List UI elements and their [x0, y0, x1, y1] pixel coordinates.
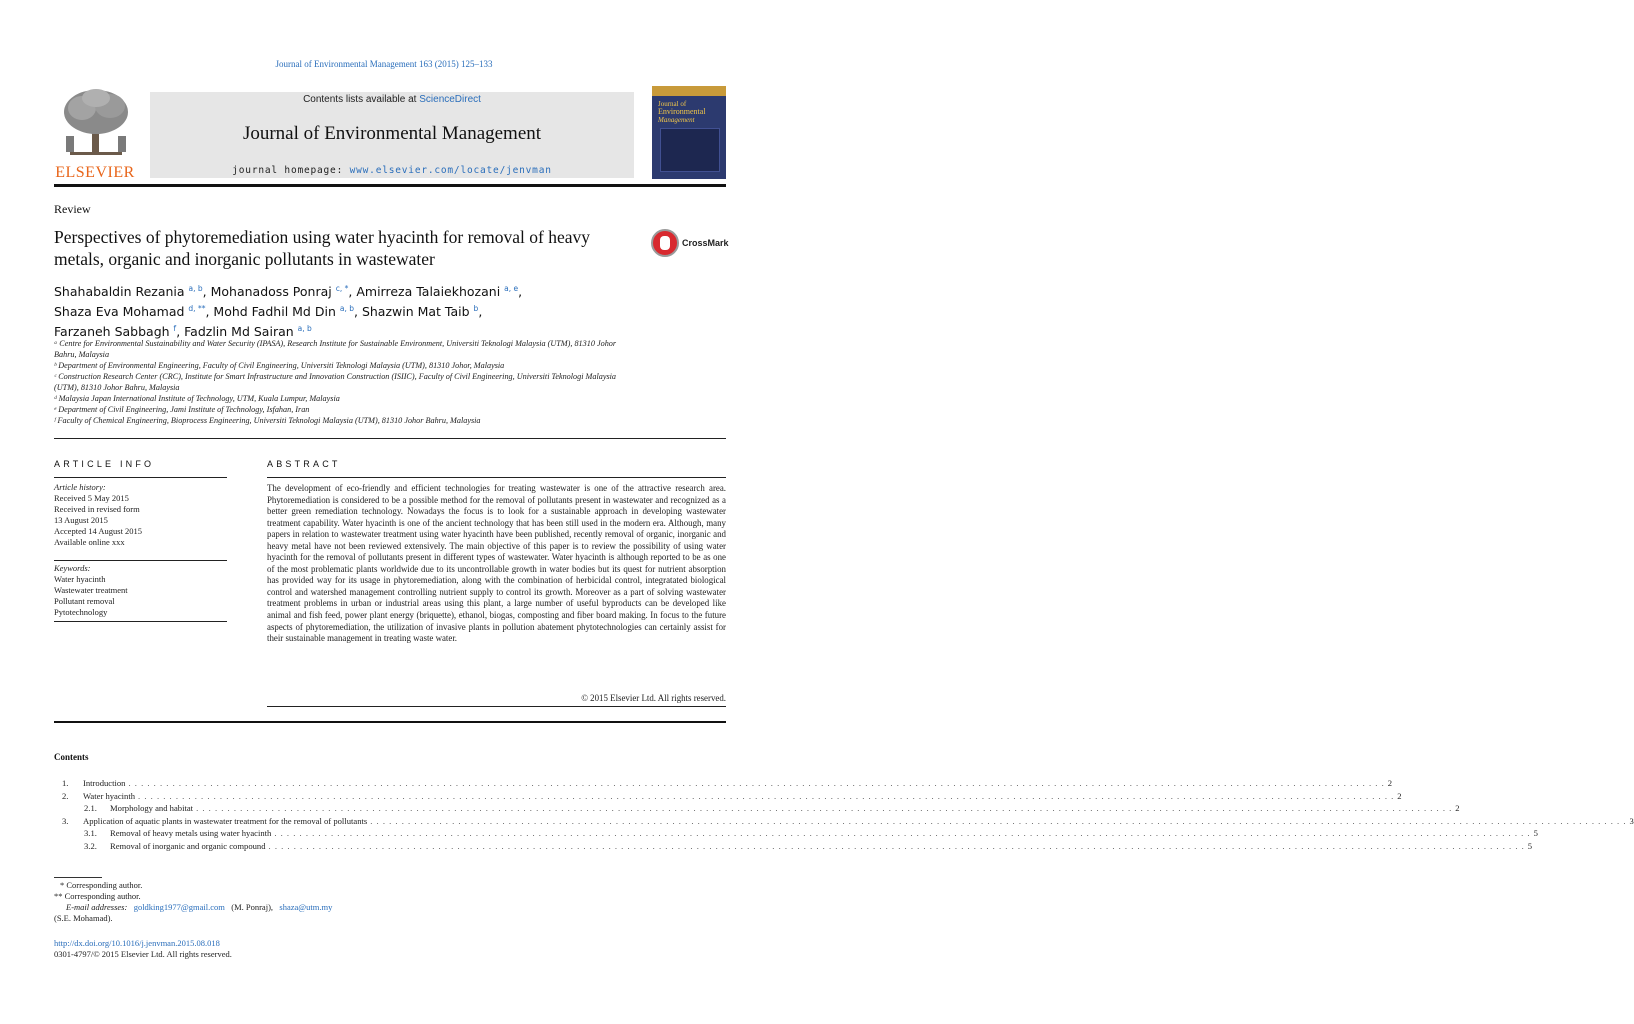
doi-block — [54, 938, 232, 960]
toc-number: 3. — [62, 815, 69, 826]
toc-page: 2 — [1455, 803, 1460, 813]
contents-availability — [150, 94, 634, 105]
author-name[interactable]: Shaza Eva Mohamad — [54, 304, 185, 320]
affiliation-item: ᵈ Malaysia Japan International Institute of Technology, UTM, Kuala Lumpur, Malaysia — [54, 394, 340, 403]
abstract-heading: ABSTRACT — [267, 459, 341, 469]
toc-leader: . . . . . . . . . . . . . . . . . . . . . . . . . . . . . . . . . . . . . . . . . . . . . . . . . . . . . . . . . . . . . . . . . . . . . . . . . . . . . . . . . . . . . . . . . . . . . . . . . . . . . . . . . . . . . . . . . . . . . . . . . . . . . . . . . . . . . . . . . . . . . . . . . . . . . . . . . . . . . . . . . . . . . . . . . . . . . . . . . . . . . . . . . . . . . . . . . . . . . . . . — [370, 815, 1627, 826]
history-item: Available online xxx — [54, 537, 125, 547]
affiliations — [54, 338, 634, 426]
toc-page: 5 — [1533, 828, 1538, 838]
publisher-name: ELSEVIER — [55, 164, 135, 181]
author-affiliation-marker[interactable]: b — [473, 304, 479, 314]
footnote-rule — [54, 877, 102, 878]
keywords-block — [54, 563, 234, 618]
affiliation-divider — [54, 438, 726, 439]
homepage-prefix: journal homepage: — [232, 165, 350, 176]
keyword-item[interactable]: Pollutant removal — [54, 596, 115, 606]
affiliation-item: ᵉ Department of Civil Engineering, Jami Institute of Technology, Isfahan, Iran — [54, 405, 310, 414]
author-name[interactable]: Mohanadoss Ponraj — [210, 284, 332, 300]
author-affiliation-marker[interactable]: d, ** — [188, 304, 206, 314]
keywords-end-rule — [54, 621, 227, 622]
crossmark-label: CrossMark — [682, 238, 729, 248]
toc-entry[interactable] — [54, 840, 1533, 854]
contents-heading: Contents — [54, 752, 89, 762]
cover-text-line: Environmental — [658, 107, 706, 116]
email-owner-mohamad: (S.E. Mohamad). — [54, 913, 113, 923]
crossmark-icon — [651, 229, 679, 257]
table-of-contents — [54, 778, 1634, 853]
journal-banner — [150, 92, 634, 178]
toc-label: Removal of heavy metals using water hyacinth — [110, 828, 272, 838]
header-divider — [54, 184, 726, 187]
email-owner-ponraj: (M. Ponraj), — [231, 902, 274, 912]
history-item: Received 5 May 2015 — [54, 493, 129, 503]
abstract-rule — [267, 477, 726, 478]
keyword-item[interactable]: Pytotechnology — [54, 607, 108, 617]
keywords-rule — [54, 560, 227, 561]
cover-artwork — [660, 128, 720, 172]
author-affiliation-marker[interactable]: c, * — [335, 284, 349, 293]
toc-label: Removal of inorganic and organic compound — [110, 840, 266, 851]
affiliation-item: ᵇ Department of Environmental Engineering, Faculty of Civil Engineering, Universiti Teknologi Malaysia (UTM), 81310 Johor, Malaysia — [54, 361, 505, 370]
toc-page: 2 — [1387, 778, 1393, 788]
toc-entry[interactable] — [54, 803, 1460, 816]
history-label: Article history: — [54, 482, 106, 492]
affiliation-item: ᶠ Faculty of Chemical Engineering, Bioprocess Engineering, Universiti Teknologi Malaysia (UTM), 81310 Johor Bahru, Malaysia — [54, 416, 481, 425]
contents-prefix: Contents lists available at — [303, 94, 420, 105]
affiliation-item: ᶜ Construction Research Center (CRC), Institute for Smart Infrastructure and Innovation Construction (ISIIC), Faculty of Civil Engineering, Universiti Teknologi Malaysia (UTM), 81310 Johor Bahru, Malaysia — [54, 372, 617, 392]
toc-number: 3.2. — [84, 840, 97, 851]
keyword-item[interactable]: Wastewater treatment — [54, 585, 128, 595]
author-affiliation-marker[interactable]: a, b — [188, 284, 203, 293]
issn-copyright: 0301-4797/© 2015 Elsevier Ltd. All rights reserved. — [54, 949, 232, 959]
toc-leader: . . . . . . . . . . . . . . . . . . . . . . . . . . . . . . . . . . . . . . . . . . . . . . . . . . . . . . . . . . . . . . . . . . . . . . . . . . . . . . . . . . . . . . . . . . . . . . . . . . . . . . . . . . . . . . . . . . . . . . . . . . . . . . . . . . . . . . . . . . . . . . . . . . . . . . . . . . . . . . . . . . . . . . . . . . . . . . . . . . . . . . . . . . . . . . . . . . . . . . . . — [268, 840, 1525, 851]
article-history — [54, 482, 234, 548]
footnotes — [54, 880, 414, 924]
author-name[interactable]: Shazwin Mat Taib — [361, 304, 470, 320]
abstract-text: The development of eco-friendly and efficient technologies for treating wastewater is one of the attractive research area. Phytoremediation is considered to be a possible method for the removal of pollutants present in wastewater and recognized as a better green remediation technology. Nowadays the focus is to look for a sustainable approach in developing wastewater treatment capability. Water hyacinth is one of the ancient technology that has been still used in the modern era. Although, many papers in relation to wastewater treatment using water hyacinth have been published, recently removal of organic, inorganic and heavy metal have not been reviewed extensively. The main objective of this paper is to review the possibility of using water hyacinth for the removal of pollutants present in different types of wastewater. Water hyacinth is although reported to be as one of the most problematic plants worldwide due to its uncontrollable growth in water bodies but its quest for nutrient absorption has provided way for its usage in phytoremediation, along with the combination of herbicidal control, integratated biological control and watershed management controlling nutrient supply to control its growth. Moreover as a part of solving wastewater treatment problems in urban or industrial areas using this plant, a large number of useful byproducts can be developed like animal and fish feed, power plant energy (briquette), ethanol, biogas, composting and fiber board making. In focus to the future aspects of phytoremediation, the utilization of invasive plants in pollution abatement phytotechnologies can certainly assist for their sustainable management in treating waste water. — [267, 483, 726, 644]
journal-cover-image[interactable] — [652, 86, 726, 179]
article-info-heading: ARTICLE INFO — [54, 459, 155, 469]
email-label: E-mail addresses: — [66, 902, 128, 912]
toc-entry[interactable] — [54, 828, 1538, 841]
cover-title — [658, 100, 706, 124]
toc-number: 2.1. — [84, 803, 97, 813]
author-list: Shahabaldin Rezania $^{a, b}$, Mohanadoss Ponraj $^{c, *}$, Amirreza Talaiekhozani $^{a, e}$, Shaza Eva Mohamad $^{d, **}$, Mohd Fadhil Md Din $^{a, b}$, Shazwin Mat Taib $^b$, Farzaneh Sabbagh $^f$, Fadzlin Md Sairan $^{a, b}$ — [54, 284, 523, 340]
cover-text-line: Management — [658, 116, 695, 124]
author-name[interactable]: Amirreza Talaiekhozani — [356, 284, 501, 300]
email-line — [54, 902, 414, 913]
cover-text-line: Journal of — [658, 100, 687, 108]
author-affiliation-marker[interactable]: a, e — [504, 284, 519, 293]
toc-label: Water hyacinth — [83, 790, 136, 801]
journal-citation[interactable]: Journal of Environmental Management 163 (2015) 125–133 — [275, 59, 493, 69]
corresponding-author-2: ** Corresponding author. — [54, 891, 141, 901]
keyword-item[interactable]: Water hyacinth — [54, 574, 106, 584]
article-type: Review — [54, 202, 91, 216]
history-item: Received in revised form — [54, 504, 140, 514]
author-name[interactable]: Farzaneh Sabbagh — [54, 324, 170, 340]
author-name[interactable]: Mohd Fadhil Md Din — [213, 304, 336, 320]
toc-label: Introduction — [83, 778, 126, 788]
article-info-rule — [54, 477, 227, 478]
author-affiliation-marker[interactable]: a, b — [297, 324, 312, 334]
toc-page: 3 — [1629, 815, 1634, 826]
toc-page: 2 — [1397, 790, 1402, 801]
author-affiliation-marker[interactable]: f — [173, 324, 177, 334]
journal-homepage — [150, 165, 634, 176]
toc-label: Application of aquatic plants in wastewater treatment for the removal of pollutants — [83, 815, 368, 826]
author-name[interactable]: Fadzlin Md Sairan — [184, 324, 294, 340]
elsevier-logo[interactable] — [54, 88, 136, 182]
toc-label: Morphology and habitat — [110, 803, 194, 813]
journal-title: Journal of Environmental Management — [242, 123, 542, 144]
toc-number: 1. — [62, 778, 69, 788]
homepage-link[interactable]: www.elsevier.com/locate/jenvman — [349, 165, 552, 176]
corresponding-author-1: * Corresponding author. — [60, 880, 143, 890]
keywords-label: Keywords: — [54, 563, 91, 573]
history-item: Accepted 14 August 2015 — [54, 526, 143, 536]
abstract-copyright: © 2015 Elsevier Ltd. All rights reserved. — [581, 693, 726, 703]
toc-number: 3.1. — [84, 828, 97, 838]
toc-number: 2. — [62, 790, 69, 801]
email-link-mohamad[interactable]: shaza@utm.my — [279, 902, 333, 912]
toc-entry[interactable] — [54, 778, 1393, 791]
toc-leader: . . . . . . . . . . . . . . . . . . . . . . . . . . . . . . . . . . . . . . . . . . . . . . . . . . . . . . . . . . . . . . . . . . . . . . . . . . . . . . . . . . . . . . . . . . . . . . . . . . . . . . . . . . . . . . . . . . . . . . . . . . . . . . . . . . . . . . . . . . . . . . . . . . . . . . . . . . . . . . . . . . . . . . . . . . . . . . . . . . . . . . . . . . . . . . . . . . . . . . . . — [128, 778, 1385, 788]
toc-leader: . . . . . . . . . . . . . . . . . . . . . . . . . . . . . . . . . . . . . . . . . . . . . . . . . . . . . . . . . . . . . . . . . . . . . . . . . . . . . . . . . . . . . . . . . . . . . . . . . . . . . . . . . . . . . . . . . . . . . . . . . . . . . . . . . . . . . . . . . . . . . . . . . . . . . . . . . . . . . . . . . . . . . . . . . . . . . . . . . . . . . . . . . . . . . . . . . . . . . . . . — [138, 790, 1395, 801]
toc-entry[interactable] — [54, 815, 1634, 829]
author-affiliation-marker[interactable]: a, b — [339, 304, 354, 314]
front-matter-divider — [54, 721, 726, 723]
toc-entry[interactable] — [54, 790, 1402, 804]
affiliation-item: ᵃ Centre for Environmental Sustainability and Water Security (IPASA), Research Institute for Sustainable Environment, Universiti Teknologi Malaysia (UTM), 81310 Johor Bahru, Malaysia — [54, 339, 617, 359]
doi-link[interactable]: http://dx.doi.org/10.1016/j.jenvman.2015.08.018 — [54, 938, 220, 948]
abstract-end-rule — [267, 706, 726, 707]
author-name[interactable]: Shahabaldin Rezania — [54, 284, 185, 300]
history-item: 13 August 2015 — [54, 515, 108, 525]
crossmark-badge[interactable] — [651, 229, 731, 259]
email-link-ponraj[interactable]: goldking1977@gmail.com — [133, 902, 225, 912]
elsevier-tree-icon — [60, 88, 132, 158]
toc-page: 5 — [1527, 840, 1533, 851]
toc-leader: . . . . . . . . . . . . . . . . . . . . . . . . . . . . . . . . . . . . . . . . . . . . . . . . . . . . . . . . . . . . . . . . . . . . . . . . . . . . . . . . . . . . . . . . . . . . . . . . . . . . . . . . . . . . . . . . . . . . . . . . . . . . . . . . . . . . . . . . . . . . . . . . . . . . . . . . . . . . . . . . . . . . . . . . . . . . . . . . . . . . . . . . . . . . . . . . . . . . . . . . — [274, 828, 1531, 838]
paper-title: Perspectives of phytoremediation using water hyacinth for removal of heavy metals, organic and inorganic pollutants in wastewater — [54, 227, 591, 269]
toc-leader: . . . . . . . . . . . . . . . . . . . . . . . . . . . . . . . . . . . . . . . . . . . . . . . . . . . . . . . . . . . . . . . . . . . . . . . . . . . . . . . . . . . . . . . . . . . . . . . . . . . . . . . . . . . . . . . . . . . . . . . . . . . . . . . . . . . . . . . . . . . . . . . . . . . . . . . . . . . . . . . . . . . . . . . . . . . . . . . . . . . . . . . . . . . . . . . . . . . . . . . . — [196, 803, 1453, 813]
sciencedirect-link[interactable]: ScienceDirect — [419, 94, 481, 105]
cover-band — [652, 86, 726, 96]
